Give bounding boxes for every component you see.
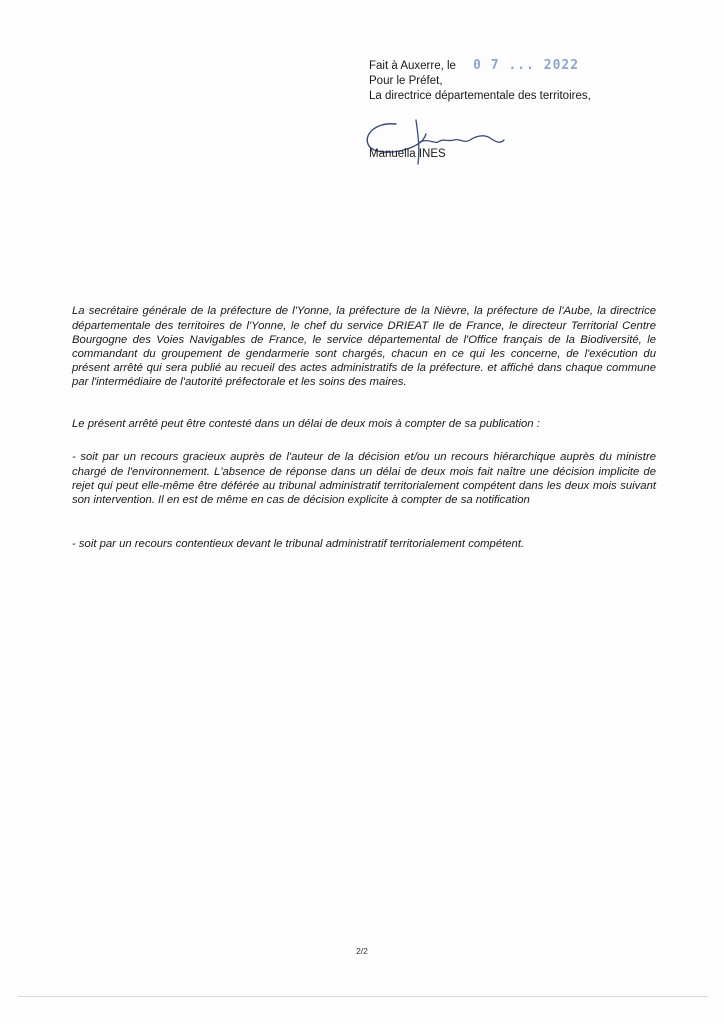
place-label: Fait à Auxerre, le	[369, 60, 456, 72]
signer-name: Manuella INES	[369, 148, 446, 160]
bottom-divider	[18, 996, 708, 997]
director-title-line: La directrice départementale des territoires,	[369, 90, 591, 102]
place-date-line	[369, 58, 699, 74]
date-stamp: 0 7 ... 2022	[473, 58, 580, 73]
gracious-appeal-paragraph: - soit par un recours gracieux auprès de l'auteur de la décision et/ou un recours hiérarchique auprès du ministre chargé de l'environnement. L'absence de réponse dans un délai de deux mois fait naître une décision implicite de rejet qui peut elle-même être déférée au tribunal administratif territorialement compétent dans les deux mois suivant son intervention. Il en est de même en cas de décision explicite à compter de sa notification	[72, 451, 656, 506]
signature-block	[369, 58, 699, 104]
for-prefect-line: Pour le Préfet,	[369, 75, 443, 87]
page-number: 2/2	[356, 946, 368, 956]
contentious-appeal-paragraph: - soit par un recours contentieux devant le tribunal administratif territorialement compétent.	[72, 538, 525, 551]
execution-paragraph: La secrétaire générale de la préfecture de l'Yonne, la préfecture de la Nièvre, la préfecture de l'Aube, la directrice départementale des territoires de l'Yonne, le chef du service DRIEAT Ile de France, le directeur Territorial Centre Bourgogne des Voies Navigables de France, le service départemental de l'Office français de la Biodiversité, le commandant du groupement de gendarmerie sont chargés, chacun en ce qui les concerne, de l'exécution du présent arrêté qui sera publié au recueil des actes administratifs de la préfecture. et affiché dans chaque commune par l'intermédiaire de l'autorité préfectorale et les soins des maires.	[72, 305, 656, 389]
contest-intro-paragraph: Le présent arrêté peut être contesté dans un délai de deux mois à compter de sa publication :	[72, 418, 540, 431]
